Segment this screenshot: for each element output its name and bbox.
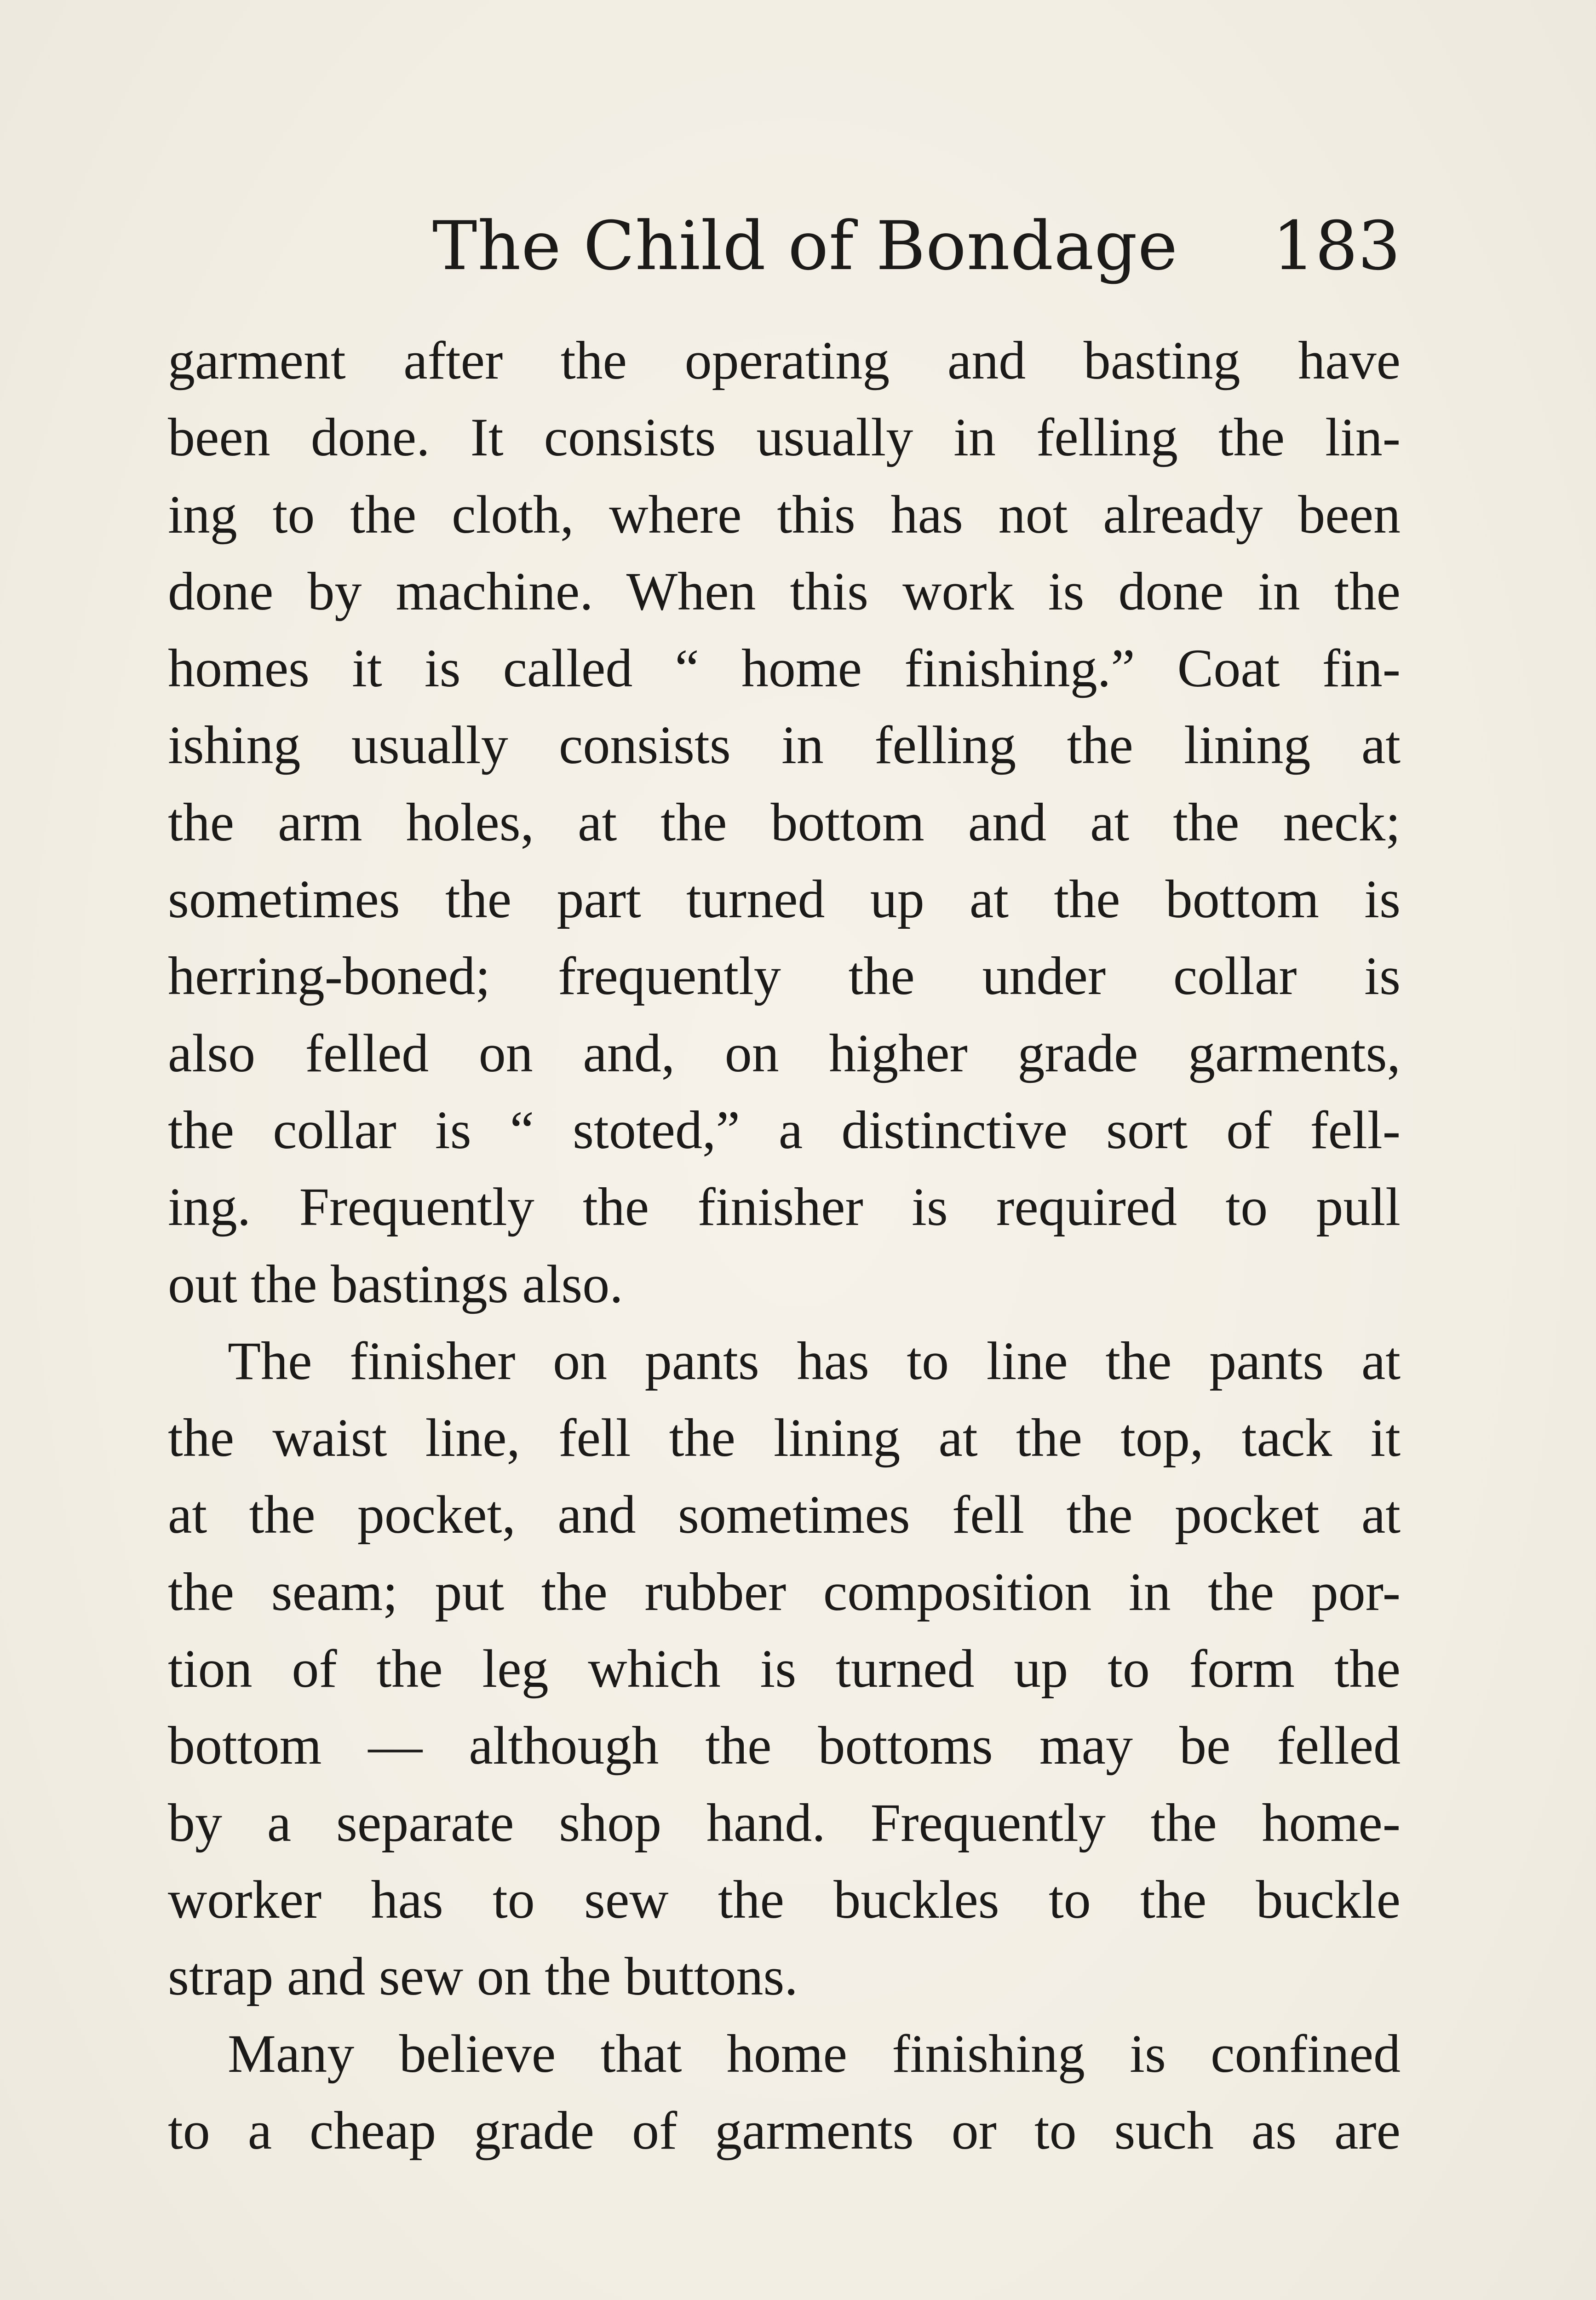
text-line: sometimes the part turned up at the bottom is <box>168 869 1401 930</box>
text-line: bottom — although the bottoms may be felled <box>168 1715 1401 1776</box>
text-line: been done. It consists usually in felling the lin- <box>168 407 1401 468</box>
text-line: at the pocket, and sometimes fell the pocket at <box>168 1484 1401 1545</box>
paragraph-end-line: out the bastings also. <box>168 1254 623 1314</box>
page-number: 183 <box>1272 207 1401 285</box>
text-line: also felled on and, on higher grade garments, <box>168 1023 1401 1083</box>
body-text <box>168 322 1401 2169</box>
text-line: by a separate shop hand. Frequently the home- <box>168 1792 1401 1853</box>
text-line: the seam; put the rubber composition in the por- <box>168 1561 1401 1622</box>
text-line: the collar is “ stoted,” a distinctive sort of fell- <box>168 1099 1401 1160</box>
text-line: ishing usually consists in felling the lining at <box>168 715 1401 776</box>
text-line: done by machine. When this work is done in the <box>168 561 1401 621</box>
text-line: the waist line, fell the lining at the top, tack it <box>168 1408 1401 1468</box>
text-line: the arm holes, at the bottom and at the neck; <box>168 792 1401 852</box>
text-line: to a cheap grade of garments or to such as are <box>168 2100 1401 2161</box>
text-line: herring-boned; frequently the under collar is <box>168 946 1401 1006</box>
text-line: ing. Frequently the finisher is required to pull <box>168 1177 1401 1237</box>
paragraph-start-line: Many believe that home finishing is confined <box>228 2023 1401 2084</box>
text-line: garment after the operating and basting have <box>168 330 1401 391</box>
text-line: homes it is called “ home finishing.” Coat fin- <box>168 638 1401 699</box>
paragraph-end-line: strap and sew on the buttons. <box>168 1946 798 2007</box>
running-title: The Child of Bondage <box>432 207 1178 285</box>
text-line: ing to the cloth, where this has not already been <box>168 484 1401 545</box>
running-header <box>168 209 1401 283</box>
text-line: tion of the leg which is turned up to form the <box>168 1639 1401 1699</box>
paragraph-start-line: The finisher on pants has to line the pants at <box>228 1330 1401 1391</box>
text-line: worker has to sew the buckles to the buckle <box>168 1869 1401 1930</box>
